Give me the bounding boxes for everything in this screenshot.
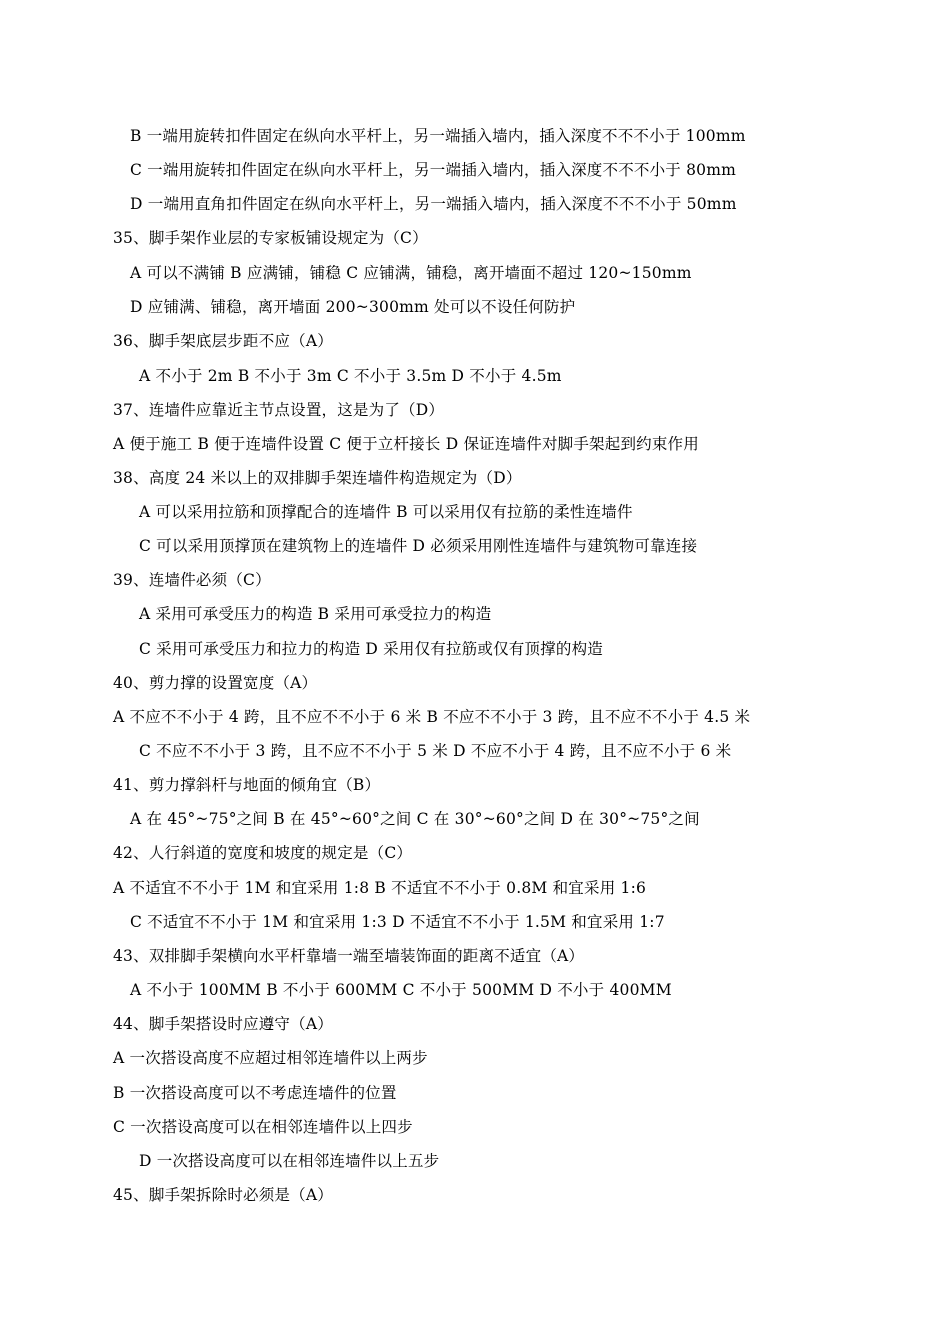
option-44-a: A 一次搭设高度不应超过相邻连墙件以上两步 [113,1049,428,1067]
question-41: 41、剪力撑斜杆与地面的倾角宜（B） [113,776,381,794]
options-42-cd: C 不适宜不不小于 1M 和宜采用 1:3 D 不适宜不不小于 1.5M 和宜采用 1:7 [130,913,665,931]
options-39-ab: A 采用可承受压力的构造 B 采用可承受拉力的构造 [139,605,492,623]
options-37: A 便于施工 B 便于连墙件设置 C 便于立杆接长 D 保证连墙件对脚手架起到约束作用 [113,435,699,453]
options-41: A 在 45°~75°之间 B 在 45°~60°之间 C 在 30°~60°之间 D 在 30°~75°之间 [130,810,700,828]
options-39-cd: C 采用可承受压力和拉力的构造 D 采用仅有拉筋或仅有顶撑的构造 [139,640,603,658]
option-44-c: C 一次搭设高度可以在相邻连墙件以上四步 [113,1118,413,1136]
question-35: 35、脚手架作业层的专家板铺设规定为（C） [113,229,428,247]
question-36: 36、脚手架底层步距不应（A） [113,332,333,350]
question-39: 39、连墙件必须（C） [113,571,271,589]
option-34-b: B 一端用旋转扣件固定在纵向水平杆上，另一端插入墙内，插入深度不不不小于 100mm [130,127,746,145]
option-34-d: D 一端用直角扣件固定在纵向水平杆上，另一端插入墙内，插入深度不不不小于 50mm [130,195,737,213]
option-34-c: C 一端用旋转扣件固定在纵向水平杆上，另一端插入墙内，插入深度不不不小于 80mm [130,161,737,179]
question-42: 42、人行斜道的宽度和坡度的规定是（C） [113,844,413,862]
question-40: 40、剪力撑的设置宽度（A） [113,674,318,692]
options-40-cd: C 不应不不小于 3 跨，且不应不不小于 5 米 D 不应不小于 4 跨，且不应不小于 6 米 [139,742,732,760]
question-45: 45、脚手架拆除时必须是（A） [113,1186,333,1204]
options-43: A 不小于 100MM B 不小于 600MM C 不小于 500MM D 不小于 400MM [130,981,672,999]
option-35-d: D 应铺满、铺稳，离开墙面 200~300mm 处可以不设任何防护 [130,298,576,316]
options-38-cd: C 可以采用顶撑顶在建筑物上的连墙件 D 必须采用刚性连墙件与建筑物可靠连接 [139,537,698,555]
question-37: 37、连墙件应靠近主节点设置，这是为了（D） [113,401,445,419]
options-38-ab: A 可以采用拉筋和顶撑配合的连墙件 B 可以采用仅有拉筋的柔性连墙件 [139,503,633,521]
options-35-abc: A 可以不满铺 B 应满铺，铺稳 C 应铺满，铺稳，离开墙面不超过 120~150mm [130,264,692,282]
question-43: 43、双排脚手架横向水平杆靠墙一端至墙装饰面的距离不适宜（A） [113,947,585,965]
option-44-b: B 一次搭设高度可以不考虑连墙件的位置 [113,1084,397,1102]
question-44: 44、脚手架搭设时应遵守（A） [113,1015,333,1033]
options-36: A 不小于 2m B 不小于 3m C 不小于 3.5m D 不小于 4.5m [139,367,562,385]
question-38: 38、高度 24 米以上的双排脚手架连墙件构造规定为（D） [113,469,522,487]
options-40-ab: A 不应不不小于 4 跨，且不应不不小于 6 米 B 不应不不小于 3 跨，且不应不不小于 4.5 米 [113,708,751,726]
option-44-d: D 一次搭设高度可以在相邻连墙件以上五步 [139,1152,440,1170]
options-42-ab: A 不适宜不不小于 1M 和宜采用 1:8 B 不适宜不不小于 0.8M 和宜采用 1:6 [113,879,647,897]
